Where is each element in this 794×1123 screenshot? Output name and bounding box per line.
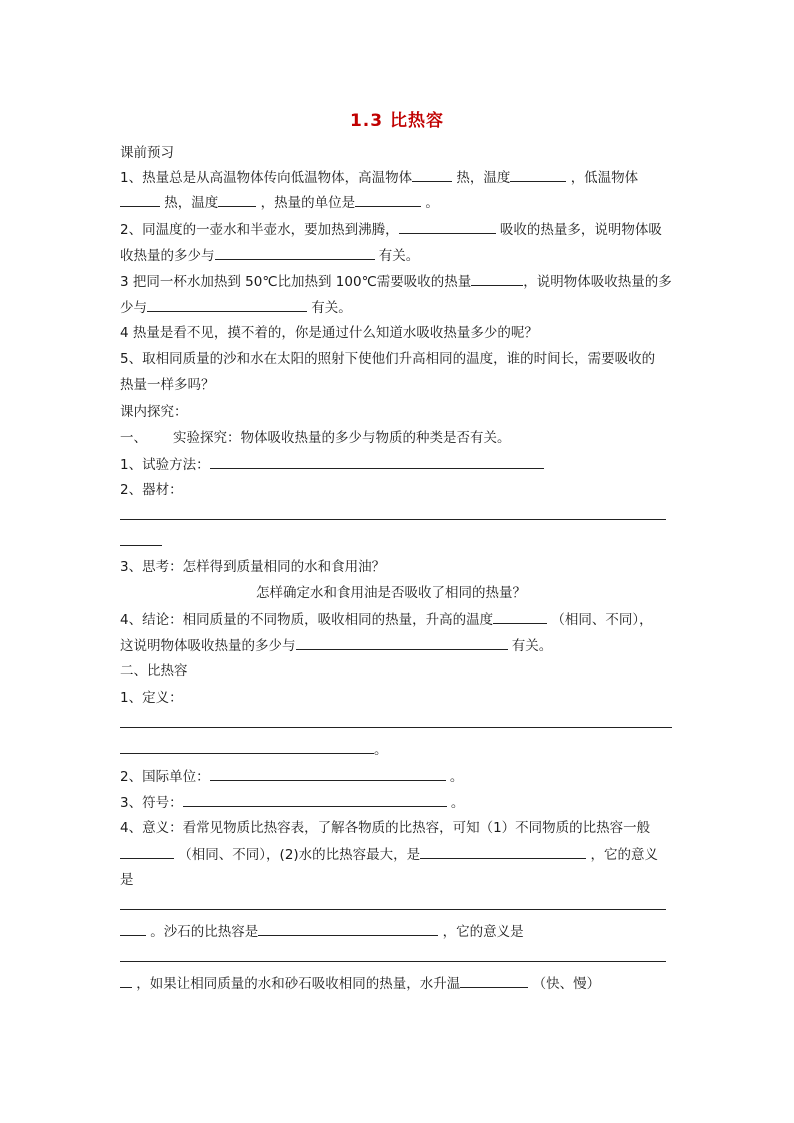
q3-text-a: 3 把同一杯水加热到 50℃比加热到 100℃需要吸收的热量 [120, 274, 472, 290]
definition-end: 。 [374, 742, 388, 758]
question-1-line-1 [120, 168, 638, 187]
q3-text-c: 少与 [120, 300, 147, 316]
think-2: 怎样确定水和食用油是否吸收了相同的热量？ [256, 585, 526, 601]
unit-line [120, 767, 463, 786]
section-1-number: 一、 [120, 430, 147, 446]
q1-text-b: 热，温度 [456, 170, 511, 186]
section-1-title: 实验探究：物体吸收热量的多少与物质的种类是否有关。 [173, 430, 511, 446]
preview-heading: 课前预习 [120, 145, 174, 161]
symbol-label: 3、符号： [120, 795, 183, 811]
blank [120, 740, 374, 754]
method-label: 1、试验方法： [120, 457, 210, 473]
q1-text-e: ，热量的单位是 [260, 195, 356, 211]
q1-text-d: 热，温度 [164, 195, 219, 211]
inclass-heading: 课内探究： [120, 404, 188, 420]
question-2-line-2 [120, 246, 419, 265]
meaning-text-c: ，它的意义 [590, 847, 658, 863]
q1-text-c: ，低温物体 [570, 170, 639, 186]
answer-line [120, 961, 666, 962]
unit-end: 。 [449, 769, 464, 785]
q2-text-d: 有关。 [378, 248, 420, 264]
section-1-heading [120, 429, 511, 447]
conclusion-text-b: （相同、不同）， [551, 612, 653, 628]
question-3-line-2 [120, 298, 352, 317]
symbol-line [120, 793, 464, 812]
conclusion-line-1 [120, 610, 653, 629]
blank [210, 455, 544, 469]
meaning-line-2 [120, 845, 658, 864]
q2-text-c: 收热量的多少与 [120, 248, 215, 264]
blank [420, 845, 586, 859]
blank [296, 636, 508, 650]
blank [510, 168, 566, 182]
blank [147, 298, 307, 312]
sand-text-a: 。沙石的比热容是 [150, 924, 259, 940]
blank [215, 246, 375, 260]
unit-label: 2、国际单位： [120, 769, 210, 785]
meaning-text-b: （相同、不同），(2)水的比热容最大，是 [178, 847, 421, 863]
section-2-heading: 二、比热容 [120, 663, 188, 679]
question-5-line-2: 热量一样多吗？ [120, 377, 215, 393]
question-4: 4 热量是看不见，摸不着的，你是通过什么知道水吸收热量多少的呢？ [120, 325, 538, 341]
question-1-line-2 [120, 193, 439, 212]
q1-text-f: 。 [425, 195, 439, 211]
conclusion-text-c: 这说明物体吸收热量的多少与 [120, 638, 296, 654]
conclusion-text-a: 4、结论：相同质量的不同物质，吸收相同的热量，升高的温度 [120, 612, 494, 628]
blank [120, 922, 146, 936]
meaning-line-3: 是 [120, 872, 134, 888]
blank [120, 845, 174, 859]
blank [258, 922, 438, 936]
sand-line [120, 922, 524, 941]
question-5-line-1: 5、取相同质量的沙和水在太阳的照射下使他们升高相同的温度，谁的时间长，需要吸收的 [120, 351, 656, 367]
blank [493, 610, 547, 624]
blank [399, 220, 496, 234]
last-text-a: ，如果让相同质量的水和砂石吸收相同的热量，水升温 [136, 976, 461, 992]
answer-line [120, 545, 162, 546]
q3-text-d: 有关。 [311, 300, 352, 316]
q3-text-b: ，说明物体吸收热量的多 [523, 274, 672, 290]
meaning-line-1: 4、意义：看常见物质比热容表，了解各物质的比热容，可知（1）不同物质的比热容一般 [120, 820, 651, 836]
conclusion-line-2 [120, 636, 552, 655]
method-line [120, 455, 544, 474]
conclusion-text-d: 有关。 [511, 638, 553, 654]
equipment-label: 2、器材： [120, 482, 183, 498]
q2-text-a: 2、同温度的一壶水和半壶水，要加热到沸腾， [120, 222, 399, 238]
page-title: 1.3 比热容 [349, 111, 445, 131]
blank [412, 168, 452, 182]
definition-line-2 [120, 740, 388, 759]
q2-text-b: 吸收的热量多，说明物体吸 [499, 222, 662, 238]
answer-line [120, 909, 666, 910]
blank [210, 767, 446, 781]
symbol-end: 。 [450, 795, 465, 811]
blank [120, 974, 132, 988]
sand-text-b: ，它的意义是 [442, 924, 524, 940]
last-text-b: （快、慢） [532, 976, 601, 992]
question-2-line-1 [120, 220, 662, 239]
blank [218, 193, 256, 207]
blank [355, 193, 421, 207]
last-line [120, 974, 600, 993]
question-3-line-1 [120, 272, 672, 291]
blank [471, 272, 523, 286]
answer-line [120, 519, 666, 520]
blank [183, 793, 447, 807]
answer-line [120, 727, 672, 728]
q1-text-a: 1、热量总是从高温物体传向低温物体，高温物体 [120, 170, 413, 186]
think-1: 3、思考：怎样得到质量相同的水和食用油？ [120, 559, 386, 575]
definition-label: 1、定义： [120, 690, 183, 706]
blank [120, 193, 160, 207]
blank [460, 974, 528, 988]
